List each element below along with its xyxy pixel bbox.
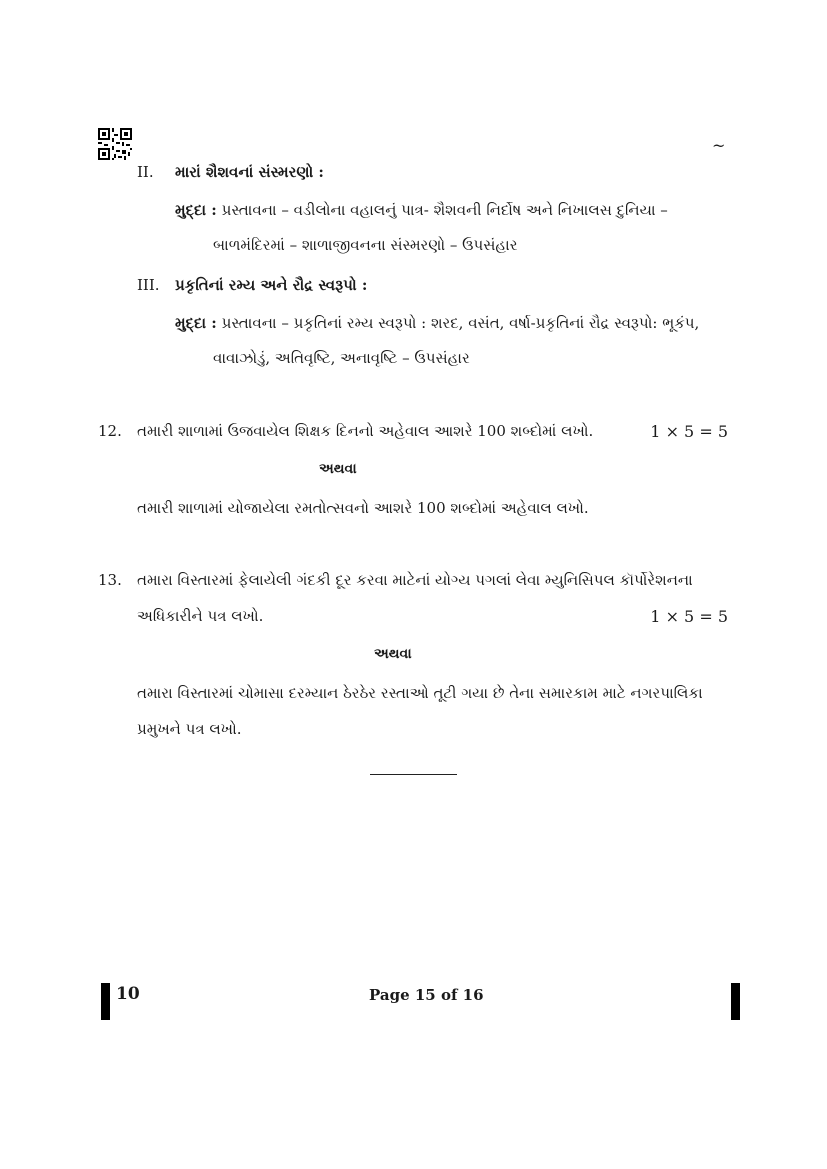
- essay-points-line: [175, 314, 699, 332]
- essay-title: મારાં શૈશવનાં સંસ્મરણો :: [175, 163, 324, 181]
- option-number: III.: [137, 276, 160, 294]
- points-text: પ્રસ્તાવના – વડીલોના વહાલનું પાત્ર- શૈશવની નિર્દોષ અને નિખાલસ દુનિયા –: [221, 201, 668, 219]
- or-label: અથવા: [374, 646, 412, 662]
- essay-points-line: [175, 201, 668, 219]
- points-label: મુદ્દા :: [175, 314, 217, 332]
- or-label: અથવા: [319, 461, 357, 477]
- question-number: 13.: [98, 571, 122, 589]
- header-tilde: ~: [712, 136, 726, 155]
- footer-right-bar: [731, 983, 740, 1020]
- question-text: તમારા વિસ્તારમાં ફેલાયેલી ગંદકી દૂર કરવા માટેનાં યોગ્ય પગલાં લેવા મ્યુનિસિપલ કૉર્પોરેશનના: [137, 571, 693, 589]
- points-text: વાવાઝોડું, અતિવૃષ્ટિ, અનાવૃષ્ટિ – ઉપસંહાર: [213, 349, 470, 367]
- footer-left-bar: [101, 983, 110, 1020]
- points-text: પ્રસ્તાવના – પ્રકૃતિનાં રમ્ય સ્વરૂપો : શરદ, વસંત, વર્ષા-પ્રકૃતિનાં રૌદ્ર સ્વરૂપો: ભૂકંપ,: [221, 314, 700, 332]
- essay-title: પ્રકૃતિનાં રમ્ય અને રૌદ્ર સ્વરૂપો :: [175, 276, 368, 294]
- points-label: મુદ્દા :: [175, 201, 217, 219]
- page-number: Page 15 of 16: [369, 986, 484, 1004]
- question-marks: 1 × 5 = 5: [650, 607, 728, 626]
- footer-code: 10: [116, 984, 140, 1004]
- points-text: બાળમંદિરમાં – શાળાજીવનના સંસ્મરણો – ઉપસંહાર: [213, 236, 518, 254]
- question-marks: 1 × 5 = 5: [650, 422, 728, 441]
- end-rule: [370, 774, 457, 775]
- question-text: પ્રમુખને પત્ર લખો.: [137, 720, 242, 738]
- option-number: II.: [137, 163, 154, 181]
- question-number: 12.: [98, 422, 122, 440]
- question-text: તમારા વિસ્તારમાં ચોમાસા દરમ્યાન ઠેરઠેર રસ્તાઓ તૂટી ગયા છે તેના સમારકામ માટે નગરપાલિકા: [137, 684, 703, 702]
- question-text: તમારી શાળામાં ઉજવાયેલ શિક્ષક દિનનો અહેવાલ આશરે 100 શબ્દોમાં લખો.: [137, 422, 594, 440]
- question-text: તમારી શાળામાં યોજાયેલા રમતોત્સવનો આશરે 100 શબ્દોમાં અહેવાલ લખો.: [137, 499, 589, 517]
- qr-code-icon: [98, 128, 132, 160]
- question-text: અધિકારીને પત્ર લખો.: [137, 607, 264, 625]
